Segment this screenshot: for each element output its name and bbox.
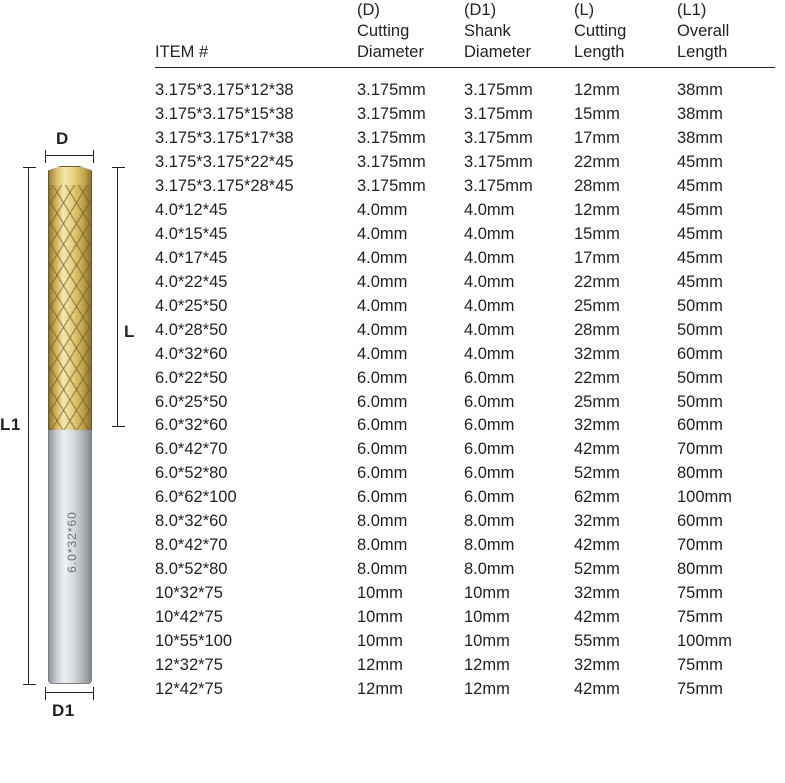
table-row xyxy=(155,199,775,223)
table-row xyxy=(155,486,775,510)
cell-shank-diameter: 6.0mm xyxy=(464,440,515,459)
table-row xyxy=(155,223,775,247)
cell-overall-length: 80mm xyxy=(677,464,723,483)
cell-cutting-length: 32mm xyxy=(574,584,620,603)
table-head xyxy=(155,0,775,68)
cell-item: 4.0*12*45 xyxy=(155,201,228,220)
table-row xyxy=(155,175,775,199)
cell-cutting-length: 22mm xyxy=(574,368,620,387)
cell-overall-length: 45mm xyxy=(677,201,723,220)
cell-item: 4.0*22*45 xyxy=(155,272,228,291)
cell-item: 3.175*3.175*15*38 xyxy=(155,105,294,124)
cell-cutting-diameter: 12mm xyxy=(357,655,403,674)
end-mill-diagram xyxy=(0,0,150,783)
end-mill-flute-section xyxy=(48,185,92,430)
cell-shank-diameter: 4.0mm xyxy=(464,272,515,291)
cell-cutting-diameter: 4.0mm xyxy=(357,248,408,267)
table-row xyxy=(155,654,775,678)
dimension-label-d: D xyxy=(56,129,69,148)
cell-item: 12*42*75 xyxy=(155,679,223,698)
cell-cutting-diameter: 10mm xyxy=(357,631,403,650)
table-row xyxy=(155,271,775,295)
column-header-overall-length xyxy=(677,0,775,68)
column-name-cutting-length-line2: Length xyxy=(574,43,625,62)
cell-shank-diameter: 4.0mm xyxy=(464,344,515,363)
table-row xyxy=(155,343,775,367)
dimension-label-d1: D1 xyxy=(52,701,75,720)
cell-cutting-length: 52mm xyxy=(574,464,620,483)
cell-overall-length: 75mm xyxy=(677,655,723,674)
cell-cutting-diameter: 6.0mm xyxy=(357,416,408,435)
cell-item: 6.0*62*100 xyxy=(155,488,237,507)
cell-cutting-length: 17mm xyxy=(574,129,620,148)
cell-item: 10*42*75 xyxy=(155,607,223,626)
cell-item: 10*32*75 xyxy=(155,584,223,603)
dimension-line-l xyxy=(117,167,118,427)
column-header-cutting-length xyxy=(574,0,677,68)
cell-item: 3.175*3.175*12*38 xyxy=(155,81,294,100)
column-name-cutting-length-line1: Cutting xyxy=(574,22,627,41)
column-header-item xyxy=(155,0,357,68)
cell-cutting-length: 28mm xyxy=(574,177,620,196)
cell-cutting-length: 22mm xyxy=(574,272,620,291)
cell-item: 4.0*15*45 xyxy=(155,224,228,243)
cell-shank-diameter: 3.175mm xyxy=(464,129,533,148)
cell-cutting-diameter: 4.0mm xyxy=(357,296,408,315)
table-row xyxy=(155,367,775,391)
cell-shank-diameter: 10mm xyxy=(464,631,510,650)
cell-cutting-diameter: 4.0mm xyxy=(357,344,408,363)
cell-cutting-length: 15mm xyxy=(574,105,620,124)
table-body xyxy=(155,68,775,702)
cell-overall-length: 38mm xyxy=(677,81,723,100)
cell-cutting-diameter: 3.175mm xyxy=(357,177,426,196)
column-name-overall-length-line2: Length xyxy=(677,43,728,62)
cell-cutting-length: 22mm xyxy=(574,153,620,172)
cell-overall-length: 45mm xyxy=(677,224,723,243)
cell-overall-length: 45mm xyxy=(677,272,723,291)
cell-cutting-diameter: 8.0mm xyxy=(357,512,408,531)
cell-item: 4.0*28*50 xyxy=(155,320,228,339)
table-row xyxy=(155,319,775,343)
cell-overall-length: 70mm xyxy=(677,440,723,459)
cell-shank-diameter: 4.0mm xyxy=(464,248,515,267)
cell-cutting-length: 25mm xyxy=(574,296,620,315)
cell-cutting-length: 62mm xyxy=(574,488,620,507)
cell-overall-length: 60mm xyxy=(677,344,723,363)
cell-overall-length: 38mm xyxy=(677,105,723,124)
table-row xyxy=(155,678,775,702)
cell-shank-diameter: 6.0mm xyxy=(464,416,515,435)
cell-cutting-diameter: 8.0mm xyxy=(357,560,408,579)
cell-cutting-length: 32mm xyxy=(574,344,620,363)
table-row xyxy=(155,510,775,534)
cell-shank-diameter: 6.0mm xyxy=(464,464,515,483)
cell-cutting-diameter: 3.175mm xyxy=(357,153,426,172)
dimension-label-l: L xyxy=(124,322,135,341)
cell-shank-diameter: 10mm xyxy=(464,607,510,626)
cell-cutting-diameter: 6.0mm xyxy=(357,368,408,387)
cell-shank-diameter: 4.0mm xyxy=(464,320,515,339)
cell-cutting-length: 42mm xyxy=(574,440,620,459)
column-code-overall-length: (L1) xyxy=(677,1,707,19)
column-code-cutting-diameter: (D) xyxy=(357,1,380,19)
cell-cutting-diameter: 10mm xyxy=(357,607,403,626)
table-head-spacer xyxy=(155,68,775,80)
cell-cutting-length: 32mm xyxy=(574,416,620,435)
table-row xyxy=(155,534,775,558)
cell-shank-diameter: 4.0mm xyxy=(464,224,515,243)
cell-cutting-length: 15mm xyxy=(574,224,620,243)
column-name-shank-diameter-line1: Shank xyxy=(464,22,511,41)
dimension-line-d xyxy=(45,155,94,156)
cell-item: 3.175*3.175*28*45 xyxy=(155,177,294,196)
cell-shank-diameter: 3.175mm xyxy=(464,105,533,124)
cell-overall-length: 75mm xyxy=(677,584,723,603)
cell-cutting-diameter: 3.175mm xyxy=(357,81,426,100)
specification-table-container xyxy=(155,0,785,783)
cell-cutting-diameter: 8.0mm xyxy=(357,536,408,555)
cell-shank-diameter: 3.175mm xyxy=(464,153,533,172)
table-row xyxy=(155,295,775,319)
cell-shank-diameter: 4.0mm xyxy=(464,201,515,220)
cell-shank-diameter: 3.175mm xyxy=(464,177,533,196)
cell-shank-diameter: 10mm xyxy=(464,584,510,603)
cell-cutting-length: 12mm xyxy=(574,201,620,220)
cell-overall-length: 50mm xyxy=(677,392,723,411)
cell-cutting-length: 32mm xyxy=(574,512,620,531)
table-row xyxy=(155,558,775,582)
column-name-overall-length-line1: Overall xyxy=(677,22,730,41)
cell-cutting-diameter: 4.0mm xyxy=(357,224,408,243)
cell-item: 4.0*32*60 xyxy=(155,344,228,363)
cell-item: 3.175*3.175*22*45 xyxy=(155,153,294,172)
cell-shank-diameter: 4.0mm xyxy=(464,296,515,315)
cell-overall-length: 70mm xyxy=(677,536,723,555)
table-row xyxy=(155,247,775,271)
cell-cutting-diameter: 4.0mm xyxy=(357,272,408,291)
column-name-cutting-diameter-line1: Cutting xyxy=(357,22,410,41)
cell-overall-length: 45mm xyxy=(677,248,723,267)
table-row xyxy=(155,414,775,438)
cell-shank-diameter: 12mm xyxy=(464,679,510,698)
table-row xyxy=(155,151,775,175)
cell-cutting-length: 42mm xyxy=(574,536,620,555)
cell-cutting-diameter: 6.0mm xyxy=(357,488,408,507)
cell-overall-length: 75mm xyxy=(677,679,723,698)
column-header-cutting-diameter xyxy=(357,0,464,68)
column-name-cutting-diameter-line2: Diameter xyxy=(357,43,424,62)
cell-item: 6.0*32*60 xyxy=(155,416,228,435)
table-row xyxy=(155,582,775,606)
column-name-shank-diameter-line2: Diameter xyxy=(464,43,531,62)
spacer-cell xyxy=(155,68,775,80)
cell-cutting-diameter: 3.175mm xyxy=(357,105,426,124)
cell-overall-length: 60mm xyxy=(677,512,723,531)
cell-overall-length: 45mm xyxy=(677,177,723,196)
cell-shank-diameter: 8.0mm xyxy=(464,512,515,531)
cell-overall-length: 50mm xyxy=(677,296,723,315)
dimension-line-l1 xyxy=(28,167,29,685)
cell-item: 6.0*25*50 xyxy=(155,392,228,411)
cell-shank-diameter: 8.0mm xyxy=(464,536,515,555)
cell-cutting-length: 55mm xyxy=(574,631,620,650)
cell-cutting-diameter: 6.0mm xyxy=(357,392,408,411)
cell-shank-diameter: 6.0mm xyxy=(464,488,515,507)
shank-engraving-text: 6.0*32*60 xyxy=(65,511,79,573)
cell-item: 8.0*32*60 xyxy=(155,512,228,531)
table-row xyxy=(155,127,775,151)
cell-item: 6.0*52*80 xyxy=(155,464,228,483)
cell-cutting-length: 12mm xyxy=(574,81,620,100)
cell-cutting-length: 32mm xyxy=(574,655,620,674)
cell-item: 10*55*100 xyxy=(155,631,233,650)
column-code-shank-diameter: (D1) xyxy=(464,1,497,19)
column-name-item: ITEM # xyxy=(155,43,209,62)
cell-overall-length: 60mm xyxy=(677,416,723,435)
cell-cutting-length: 42mm xyxy=(574,679,620,698)
table-row xyxy=(155,462,775,486)
table-row xyxy=(155,438,775,462)
cell-cutting-length: 17mm xyxy=(574,248,620,267)
cell-cutting-diameter: 6.0mm xyxy=(357,464,408,483)
cell-overall-length: 45mm xyxy=(677,153,723,172)
cell-cutting-diameter: 12mm xyxy=(357,679,403,698)
table-row xyxy=(155,606,775,630)
cell-item: 4.0*17*45 xyxy=(155,248,228,267)
column-header-shank-diameter xyxy=(464,0,574,68)
cell-item: 3.175*3.175*17*38 xyxy=(155,129,294,148)
cell-item: 8.0*42*70 xyxy=(155,536,228,555)
cell-cutting-length: 25mm xyxy=(574,392,620,411)
cell-overall-length: 38mm xyxy=(677,129,723,148)
cell-item: 6.0*42*70 xyxy=(155,440,228,459)
cell-overall-length: 75mm xyxy=(677,607,723,626)
table-row xyxy=(155,630,775,654)
cell-item: 12*32*75 xyxy=(155,655,223,674)
cell-item: 6.0*22*50 xyxy=(155,368,228,387)
cell-cutting-diameter: 6.0mm xyxy=(357,440,408,459)
cell-shank-diameter: 6.0mm xyxy=(464,368,515,387)
table-row xyxy=(155,103,775,127)
cell-cutting-diameter: 4.0mm xyxy=(357,320,408,339)
column-code-cutting-length: (L) xyxy=(574,1,595,19)
cell-item: 4.0*25*50 xyxy=(155,296,228,315)
cell-cutting-length: 52mm xyxy=(574,560,620,579)
cell-overall-length: 50mm xyxy=(677,368,723,387)
cell-overall-length: 100mm xyxy=(677,631,733,650)
cell-shank-diameter: 12mm xyxy=(464,655,510,674)
cell-cutting-diameter: 3.175mm xyxy=(357,129,426,148)
cell-item: 8.0*52*80 xyxy=(155,560,228,579)
cell-cutting-length: 42mm xyxy=(574,607,620,626)
dimension-label-l1: L1 xyxy=(0,415,21,434)
cell-shank-diameter: 6.0mm xyxy=(464,392,515,411)
specification-table xyxy=(155,0,775,702)
end-mill-shank xyxy=(48,430,92,684)
cell-overall-length: 100mm xyxy=(677,488,733,507)
cell-cutting-diameter: 10mm xyxy=(357,584,403,603)
cell-overall-length: 80mm xyxy=(677,560,723,579)
cell-cutting-diameter: 4.0mm xyxy=(357,201,408,220)
table-header-row xyxy=(155,0,775,68)
dimension-line-d1 xyxy=(45,692,94,693)
cell-shank-diameter: 8.0mm xyxy=(464,560,515,579)
cell-cutting-length: 28mm xyxy=(574,320,620,339)
table-row xyxy=(155,391,775,415)
cell-shank-diameter: 3.175mm xyxy=(464,81,533,100)
table-row xyxy=(155,79,775,103)
cell-overall-length: 50mm xyxy=(677,320,723,339)
